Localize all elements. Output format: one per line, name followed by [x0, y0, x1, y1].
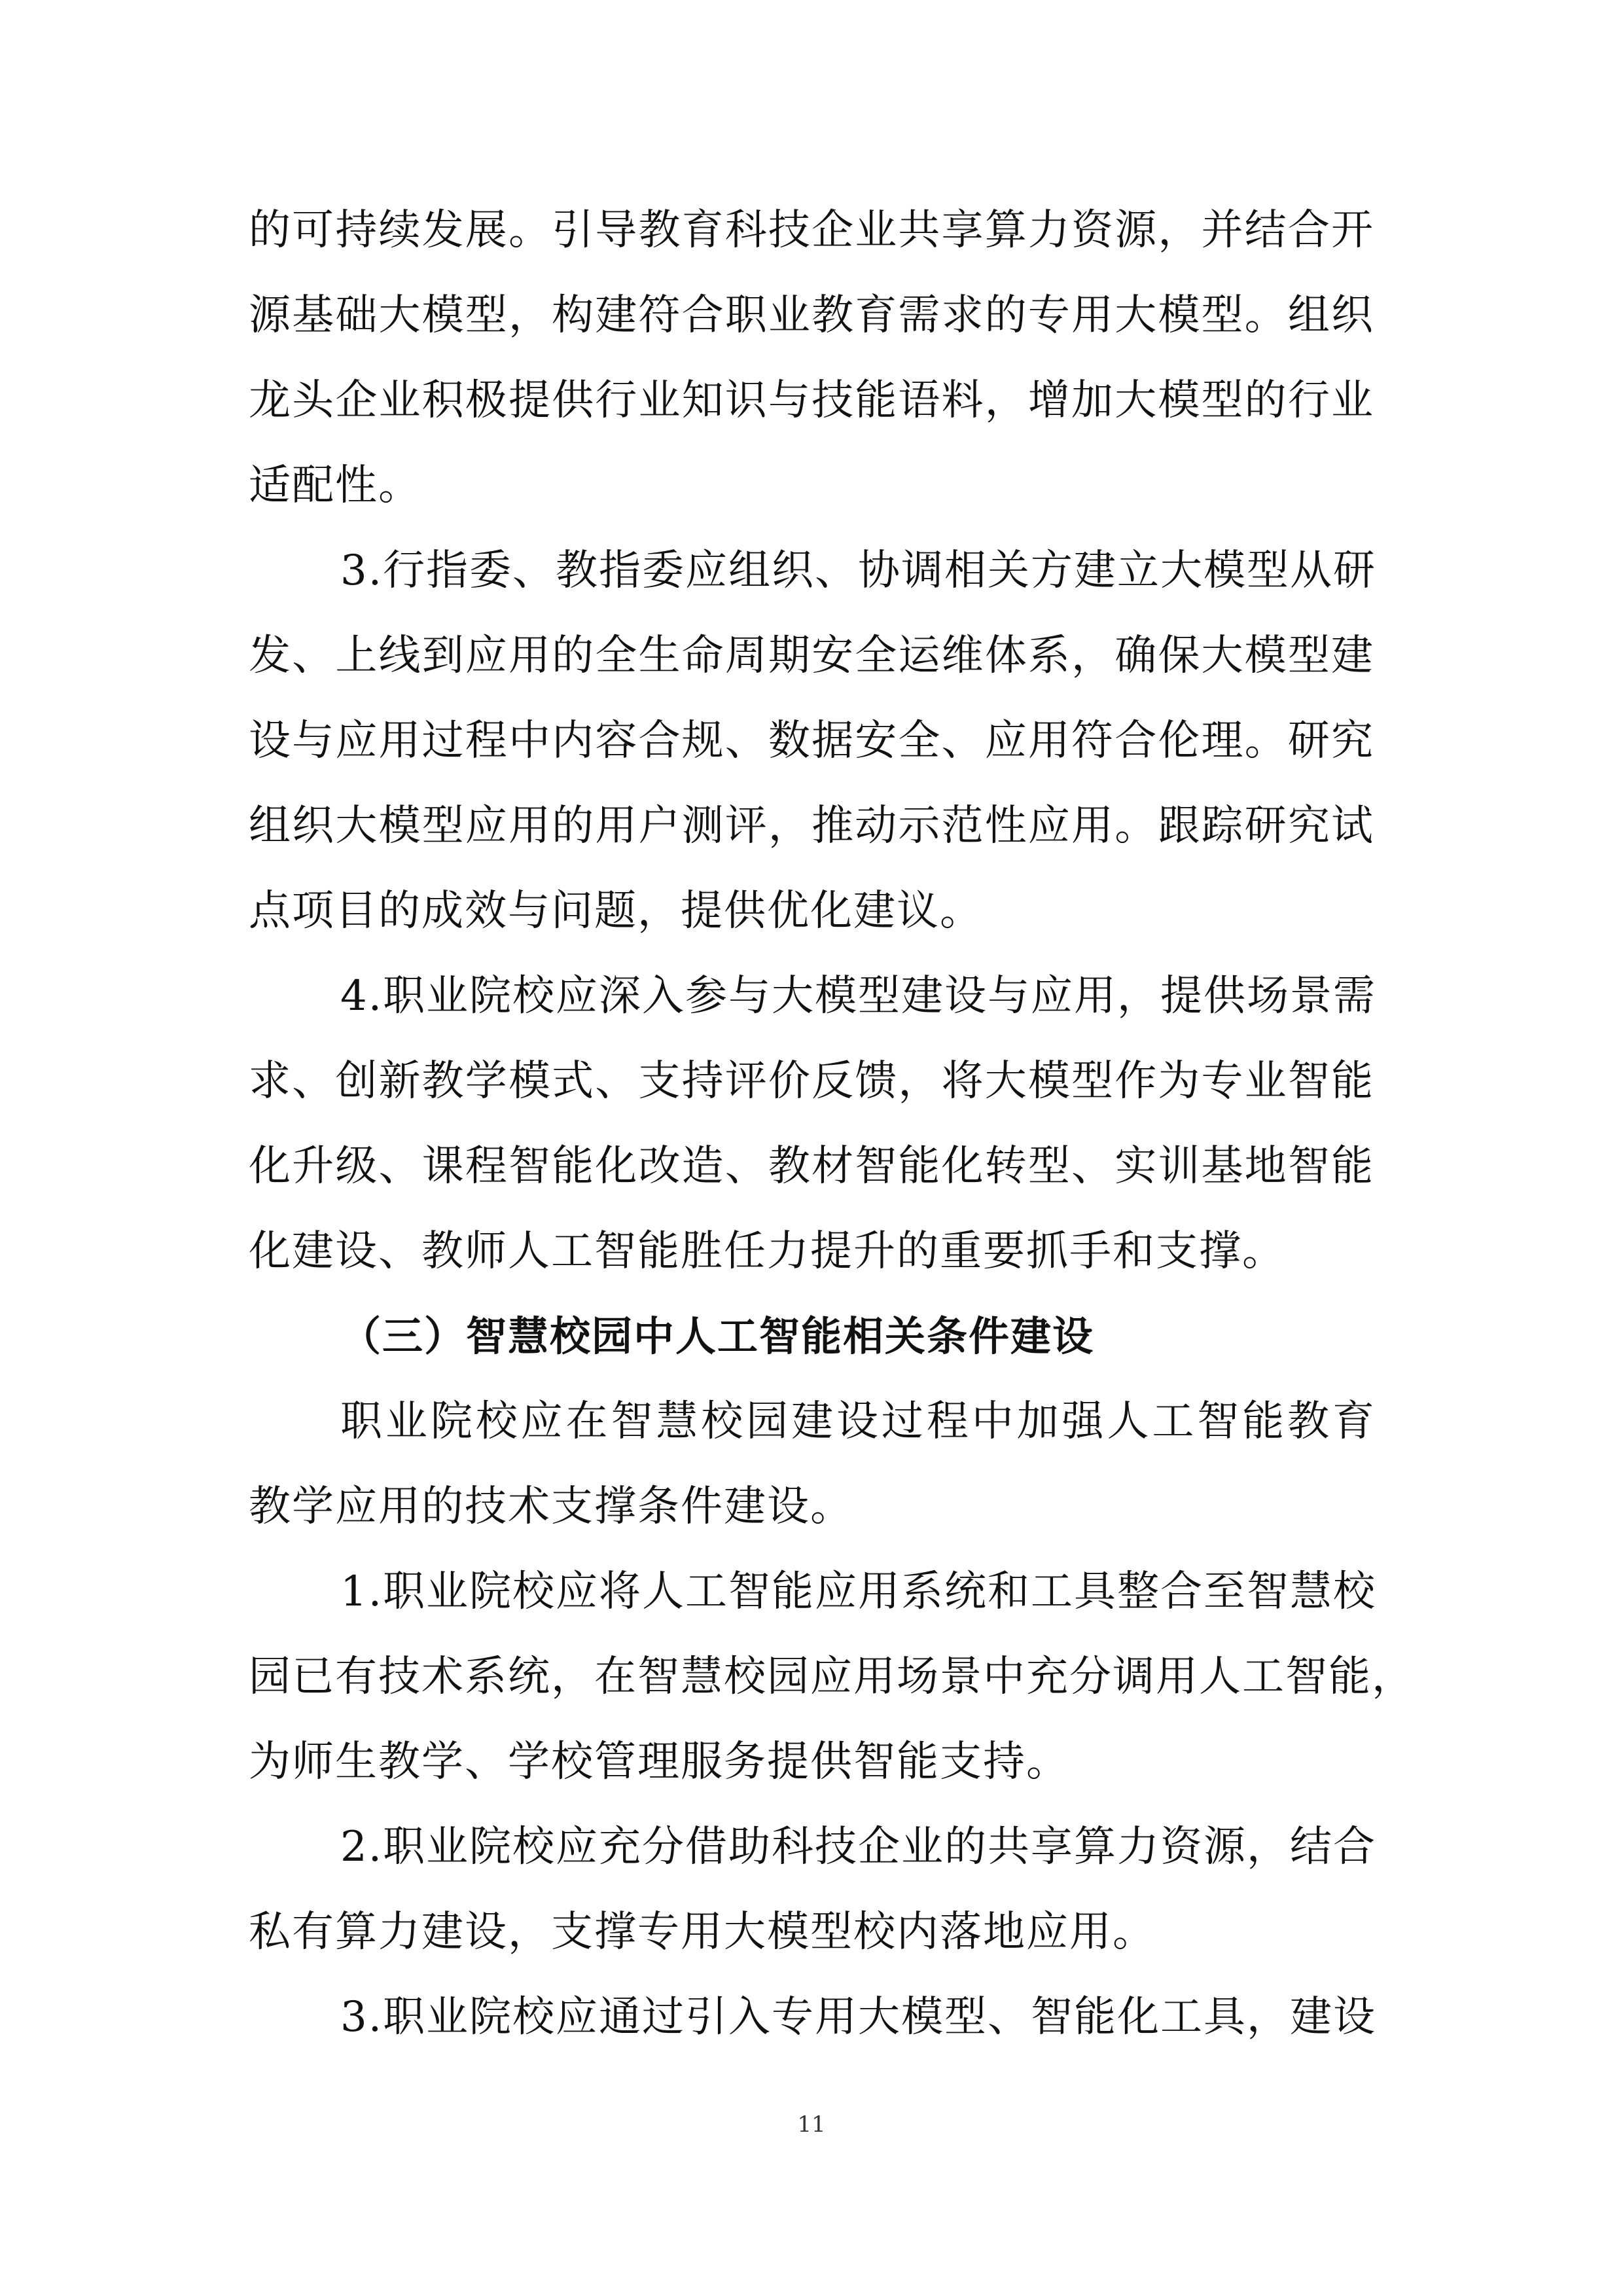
- body-text-line: 源基础大模型，构建符合职业教育需求的专用大模型。组织: [249, 291, 1374, 340]
- body-text-line: 点项目的成效与问题，提供优化建议。: [249, 887, 983, 935]
- body-text-line: 4.职业院校应深入参与大模型建设与应用，提供场景需: [340, 972, 1377, 1020]
- body-text-line: 发、上线到应用的全生命周期安全运维体系，确保大模型建: [249, 632, 1374, 680]
- body-text-line: 3.行指委、教指委应组织、协调相关方建立大模型从研: [340, 547, 1377, 595]
- body-text-line: 设与应用过程中内容合规、数据安全、应用符合伦理。研究: [249, 717, 1374, 765]
- body-text-line: 化升级、课程智能化改造、教材智能化转型、实训基地智能: [249, 1142, 1374, 1191]
- body-text-line: 园已有技术系统，在智慧校园应用场景中充分调用人工智能，: [249, 1653, 1415, 1701]
- section-heading: （三）智慧校园中人工智能相关条件建设: [340, 1312, 1095, 1360]
- body-text-line: 职业院校应在智慧校园建设过程中加强人工智能教育: [340, 1397, 1376, 1446]
- body-text-line: 化建设、教师人工智能胜任力提升的重要抓手和支撑。: [249, 1227, 1285, 1276]
- body-text-line: 求、创新教学模式、支持评价反馈，将大模型作为专业智能: [249, 1057, 1374, 1105]
- page-number: 11: [797, 2111, 826, 2138]
- body-text-line: 2.职业院校应充分借助科技企业的共享算力资源，结合: [340, 1823, 1377, 1871]
- body-text-line: 龙头企业积极提供行业知识与技能语料，增加大模型的行业: [249, 376, 1374, 425]
- body-text-line: 教学应用的技术支撑条件建设。: [249, 1482, 853, 1531]
- body-text-line: 适配性。: [249, 461, 421, 510]
- body-text-line: 的可持续发展。引导教育科技企业共享算力资源，并结合开: [249, 206, 1374, 255]
- body-text-line: 1.职业院校应将人工智能应用系统和工具整合至智慧校: [340, 1568, 1377, 1616]
- body-text-line: 私有算力建设，支撑专用大模型校内落地应用。: [249, 1908, 1156, 1956]
- body-text-line: 为师生教学、学校管理服务提供智能支持。: [249, 1738, 1069, 1786]
- body-text-line: 组织大模型应用的用户测评，推动示范性应用。跟踪研究试: [249, 802, 1374, 850]
- body-text-line: 3.职业院校应通过引入专用大模型、智能化工具，建设: [340, 1993, 1377, 2041]
